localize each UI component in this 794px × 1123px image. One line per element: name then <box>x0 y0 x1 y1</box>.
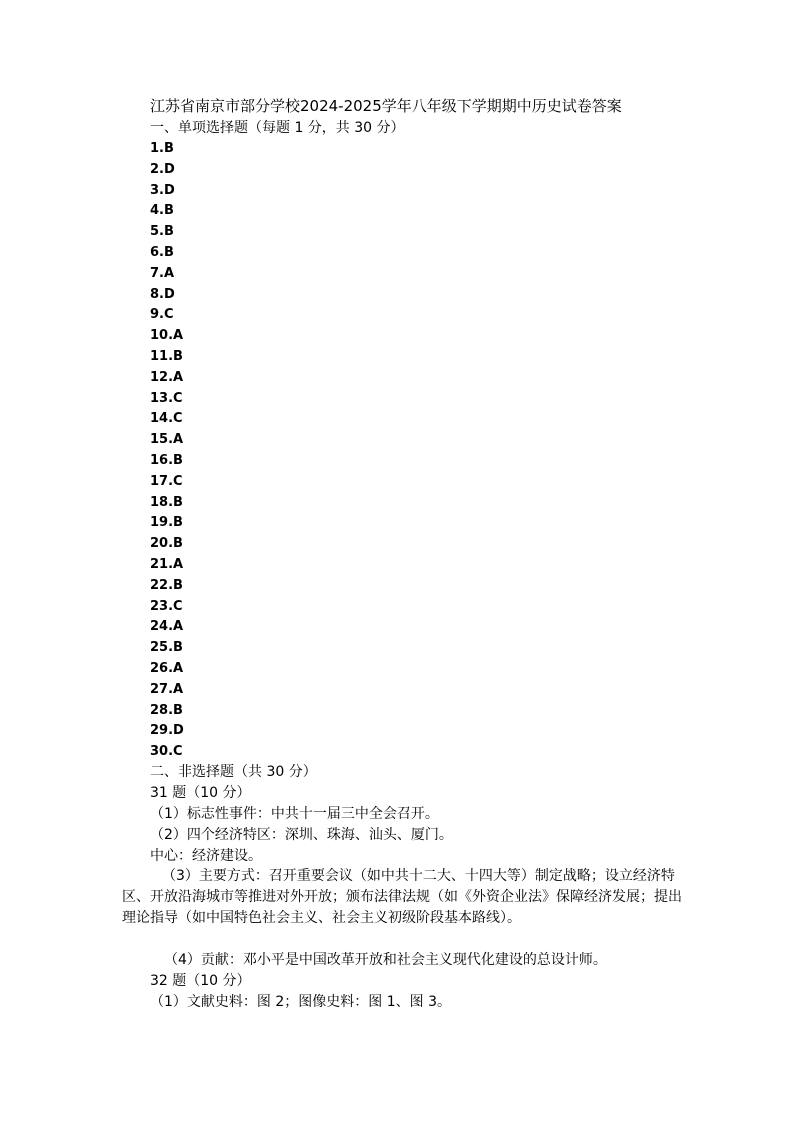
answer-item: 2.D <box>150 161 175 177</box>
answer-item: 9.C <box>150 307 174 323</box>
answer-item: 7.A <box>150 265 175 281</box>
q32-part1: （1）文献史料：图 2；图像史料：图 1、图 3。 <box>150 994 451 1010</box>
q31-part2: （2）四个经济特区：深圳、珠海、汕头、厦门。 <box>150 827 453 843</box>
answer-item: 15.A <box>150 432 184 448</box>
answer-item: 29.D <box>150 723 184 739</box>
answer-item: 6.B <box>150 245 174 260</box>
answer-item: 18.B <box>150 494 183 510</box>
q31-heading: 31 题（10 分） <box>150 785 251 801</box>
answer-item: 13.C <box>150 390 183 406</box>
answer-item: 14.C <box>150 411 183 427</box>
answer-item: 5.B <box>150 224 174 240</box>
q31-part4: （4）贡献：邓小平是中国改革开放和社会主义现代化建设的总设计师。 <box>164 952 607 968</box>
answer-item: 23.C <box>150 598 183 614</box>
answer-item: 30.C <box>150 744 183 760</box>
answer-item: 17.C <box>150 473 183 489</box>
answer-item: 22.B <box>150 577 183 593</box>
answer-item: 10.A <box>150 328 184 344</box>
answer-item: 25.B <box>150 640 183 656</box>
section2-heading: 二、非选择题（共 30 分） <box>150 764 317 780</box>
answer-item: 11.B <box>150 349 183 364</box>
answer-item: 28.B <box>150 702 183 718</box>
answer-item: 1.B <box>150 141 174 156</box>
section1-heading: 一、单项选择题（每题 1 分，共 30 分） <box>150 120 405 136</box>
q32-heading: 32 题（10 分） <box>150 973 251 989</box>
page-title: 江苏省南京市部分学校2024-2025学年八年级下学期期中历史试卷答案 <box>150 97 622 115</box>
answer-item: 4.B <box>150 203 174 219</box>
answer-item: 3.D <box>150 182 175 198</box>
q31-part2-center: 中心：经济建设。 <box>150 848 262 864</box>
answer-item: 21.A <box>150 557 184 572</box>
answer-item: 20.B <box>150 536 183 552</box>
q31-part1: （1）标志性事件：中共十一届三中全会召开。 <box>150 806 439 822</box>
q31-part3: （3）主要方式：召开重要会议（如中共十二大、十四大等）制定战略；设立经济特区、开放沿海城市等推进对外开放；颁布法律法规（如《外资企业法》保障经济发展；提出理论指导（如中国特色社会主义、社会主义初级阶段基本路线）。 <box>122 868 682 926</box>
answer-item: 12.A <box>150 369 184 385</box>
answer-item: 27.A <box>150 681 184 697</box>
answer-item: 8.D <box>150 286 175 302</box>
answer-item: 24.A <box>150 619 184 635</box>
answer-item: 26.A <box>150 661 184 676</box>
answer-item: 19.B <box>150 515 183 531</box>
answer-item: 16.B <box>150 453 183 468</box>
